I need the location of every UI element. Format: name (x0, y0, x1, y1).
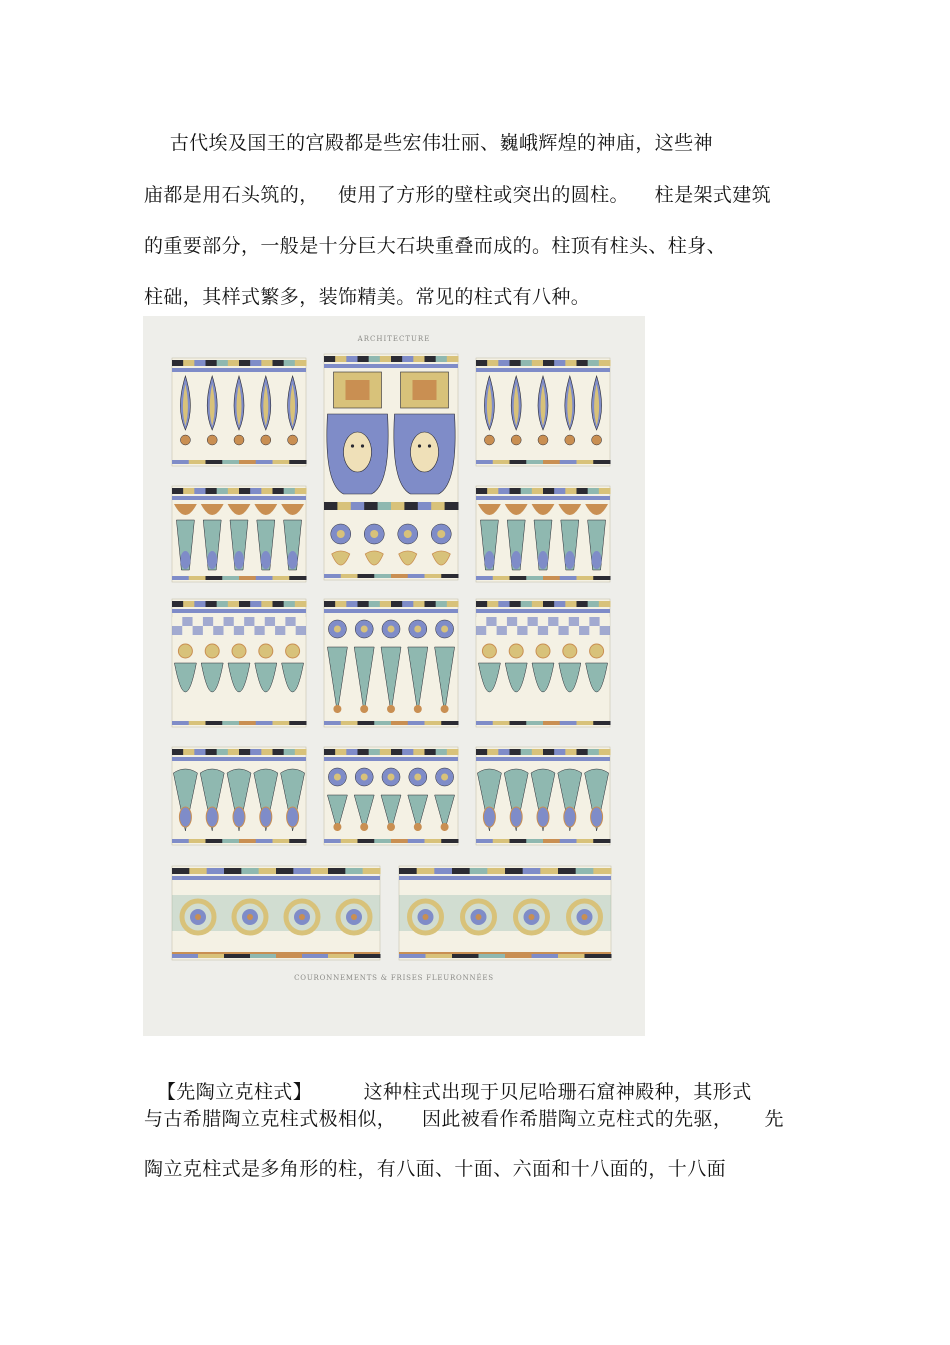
ornament-panels (172, 354, 612, 960)
ornament-plate-image (143, 316, 645, 1036)
intro-line-4: 柱础，其样式繁多，装饰精美。常见的柱式有八种。 (144, 286, 591, 308)
ornament-panel (476, 599, 611, 727)
section-line-2: 与古希腊陶立克柱式极相似， 因此被看作希腊陶立克柱式的先驱， 先 (144, 1108, 784, 1130)
ornament-panel (172, 747, 307, 845)
intro-line-1: 古代埃及国王的宫殿都是些宏伟壮丽、巍峨辉煌的神庙，这些神 (144, 132, 713, 154)
plate-header: ARCHITECTURE (357, 335, 431, 343)
ornament-panel (476, 486, 611, 582)
ornament-panel (324, 747, 459, 845)
section-heading: 【先陶立克柱式】 (156, 1081, 313, 1103)
ornament-panel (324, 599, 459, 727)
ornament-panel (172, 358, 307, 466)
ornament-panel (399, 866, 612, 960)
section-line-3: 陶立克柱式是多角形的柱，有八面、十面、六面和十八面的，十八面 (144, 1158, 727, 1180)
ornament-panel (476, 747, 611, 845)
ornament-panel (172, 599, 307, 727)
ornament-panel (172, 866, 381, 960)
section-line-1-text: 这种柱式出现于贝尼哈珊石窟神殿种，其形式 (312, 1081, 752, 1103)
section-line-1 (144, 1056, 752, 1104)
ornament-panel (324, 354, 459, 580)
ornament-panel (476, 358, 611, 466)
plate-caption: COURONNEMENTS & FRISES FLEURONNÉES (294, 974, 494, 982)
intro-line-2: 庙都是用石头筑的， 使用了方形的壁柱或突出的圆柱。 柱是架式建筑 (144, 184, 772, 206)
ornament-panel (172, 486, 307, 582)
intro-line-3: 的重要部分，一般是十分巨大石块重叠而成的。柱顶有柱头、柱身、 (144, 235, 727, 257)
